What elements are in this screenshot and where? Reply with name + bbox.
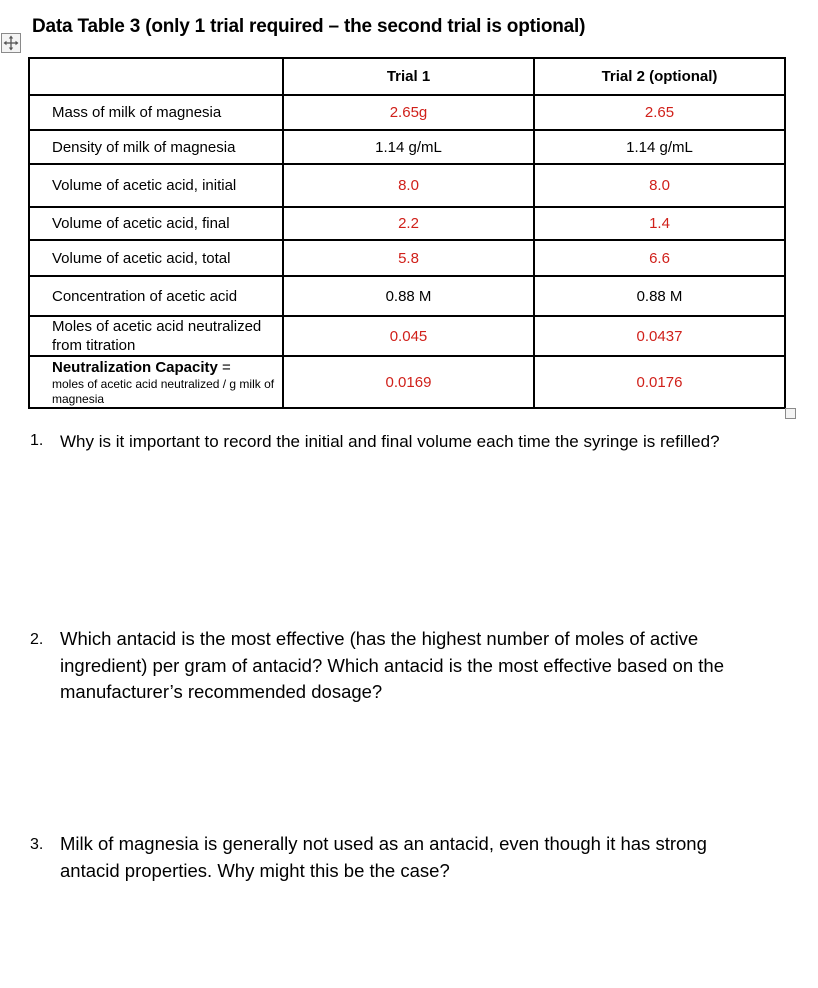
table-row <box>29 316 785 356</box>
capacity-formula: moles of acetic acid neutralized / g milk of magnesia <box>52 376 275 406</box>
trial-1-value[interactable]: 0.88 M <box>283 276 534 316</box>
neutralization-capacity-label <box>29 356 283 408</box>
question-text: Why is it important to record the initial and final volume each time the syringe is refilled? <box>60 432 720 451</box>
table-row <box>29 164 785 207</box>
question-number: 1. <box>30 432 44 449</box>
row-label: Volume of acetic acid, total <box>29 240 283 276</box>
question-text: Milk of magnesia is generally not used as an antacid, even though it has strong antacid properties. Why might this be the case? <box>60 833 707 881</box>
trial-1-value[interactable]: 5.8 <box>283 240 534 276</box>
trial-2-value[interactable]: 2.65 <box>534 95 785 130</box>
trial-2-value[interactable]: 1.14 g/mL <box>534 130 785 164</box>
trial-2-value[interactable]: 1.4 <box>534 207 785 240</box>
row-label: Concentration of acetic acid <box>29 276 283 316</box>
header-trial-2: Trial 2 (optional) <box>534 58 785 95</box>
table-header-row <box>29 58 785 95</box>
trial-1-value[interactable]: 1.14 g/mL <box>283 130 534 164</box>
table-move-handle[interactable] <box>1 33 21 53</box>
table-row <box>29 95 785 130</box>
question-number: 2. <box>30 631 44 648</box>
table-row <box>29 240 785 276</box>
row-label: Volume of acetic acid, final <box>29 207 283 240</box>
row-label: Density of milk of magnesia <box>29 130 283 164</box>
capacity-equals: = <box>217 358 231 376</box>
table-title: Data Table 3 (only 1 trial required – the second trial is optional) <box>32 16 586 37</box>
capacity-title: Neutralization Capacity <box>52 358 218 376</box>
row-label: Moles of acetic acid neutralized from titration <box>29 316 283 356</box>
trial-1-value[interactable]: 0.045 <box>283 316 534 356</box>
trial-1-value[interactable]: 2.2 <box>283 207 534 240</box>
question-number: 3. <box>30 836 44 853</box>
trial-2-value[interactable]: 0.0176 <box>534 356 785 408</box>
capacity-heading <box>52 358 276 377</box>
trial-2-value[interactable]: 0.88 M <box>534 276 785 316</box>
header-blank <box>29 58 283 95</box>
trial-1-value[interactable]: 8.0 <box>283 164 534 207</box>
trial-2-value[interactable]: 8.0 <box>534 164 785 207</box>
trial-1-value[interactable]: 2.65g <box>283 95 534 130</box>
header-trial-1: Trial 1 <box>283 58 534 95</box>
table-row <box>29 276 785 316</box>
table-row <box>29 207 785 240</box>
data-table-3 <box>28 57 786 409</box>
row-label: Volume of acetic acid, initial <box>29 164 283 207</box>
trial-2-value[interactable]: 6.6 <box>534 240 785 276</box>
question-text: Which antacid is the most effective (has the highest number of moles of active ingredient) per gram of antacid? Which antacid is the most effective based on the manufacturer’s recommended dosage? <box>60 628 724 702</box>
table-row <box>29 130 785 164</box>
row-label: Mass of milk of magnesia <box>29 95 283 130</box>
trial-1-value[interactable]: 0.0169 <box>283 356 534 408</box>
table-row-neutralization-capacity <box>29 356 785 408</box>
move-arrows-icon <box>3 35 19 51</box>
trial-2-value[interactable]: 0.0437 <box>534 316 785 356</box>
resize-square-icon[interactable] <box>785 408 796 419</box>
